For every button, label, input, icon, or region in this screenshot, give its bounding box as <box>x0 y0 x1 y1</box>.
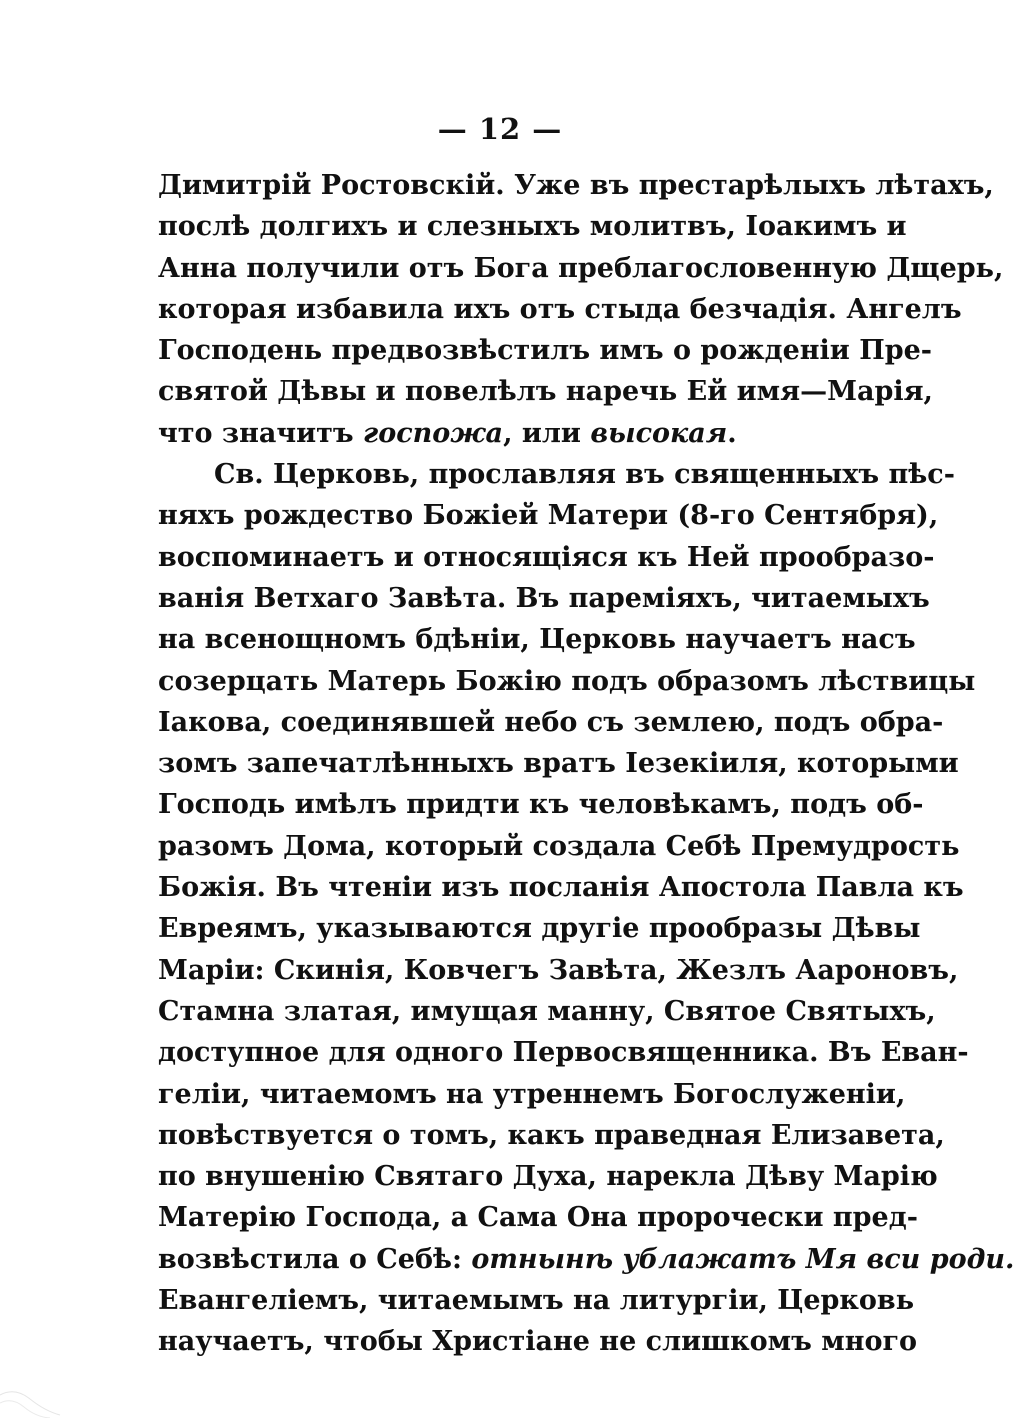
text-line: Димитрій Ростовскій. Уже въ престарѣлыхъ лѣтахъ, <box>158 170 994 201</box>
text-line: доступное для одного Первосвященника. Въ Еван- <box>158 1037 969 1069</box>
text-line: Св. Церковь, прославляя въ священныхъ пѣс- <box>214 459 955 491</box>
text-line: Стамна златая, имущая манну, Святое Святыхъ, <box>158 995 936 1027</box>
text-run: что значитъ <box>158 417 364 449</box>
text-line: воспоминаетъ и относящіяся къ Ней прообразо- <box>158 541 935 573</box>
text-line: няхъ рождество Божіей Матери (8-го Сентября), <box>158 500 939 532</box>
text-line: разомъ Дома, который создала Себѣ Премудрость <box>158 830 960 862</box>
text-line: послѣ долгихъ и слезныхъ молитвъ, Іоакимъ и <box>158 211 907 243</box>
text-run: . <box>727 417 737 449</box>
text-line: Маріи: Скинія, Ковчегъ Завѣта, Жезлъ Аароновъ, <box>158 954 959 986</box>
text-line: которая избавила ихъ отъ стыда безчадія. Ангелъ <box>158 293 962 325</box>
text-line: Евреямъ, указываются другіе прообразы Дѣвы <box>158 913 921 945</box>
text-line: повѣствуется о томъ, какъ праведная Елизавета, <box>158 1119 945 1151</box>
text-run: возвѣстила о Себѣ: <box>158 1243 472 1275</box>
text-line: Іакова, соединявшей небо съ землею, подъ обра- <box>158 706 944 738</box>
text-line <box>158 413 834 454</box>
body-text <box>158 165 1014 1363</box>
text-line: на всенощномъ бдѣніи, Церковь научаетъ насъ <box>158 624 916 656</box>
emphasis-vysokaya: высокая <box>590 417 728 449</box>
text-line <box>158 1239 1014 1280</box>
text-line: Евангеліемъ, читаемымъ на литургіи, Церковь <box>158 1285 915 1317</box>
text-line: Матерію Господа, а Сама Она пророчески пред- <box>158 1202 918 1234</box>
emphasis-quote: отнынѣ ублажатъ Мя вси роди. <box>471 1243 1014 1275</box>
text-line: Господь имѣлъ придти къ человѣкамъ, подъ об- <box>158 789 924 821</box>
text-line: научаетъ, чтобы Христіане не слишкомъ много <box>158 1326 918 1358</box>
emphasis-gospozha: госпожа <box>363 417 504 449</box>
paper-edge-mark <box>0 1375 60 1418</box>
text-line: геліи, читаемомъ на утреннемъ Богослуженіи, <box>158 1078 906 1110</box>
page-number: — 12 — <box>437 112 563 146</box>
text-line: созерцать Матерь Божію подъ образомъ лѣствицы <box>158 665 976 697</box>
text-line: святой Дѣвы и повелѣлъ наречь Ей имя—Марія, <box>158 376 933 408</box>
text-line: зомъ запечатлѣнныхъ вратъ Іезекіиля, которыми <box>158 748 959 780</box>
text-line: по внушенію Святаго Духа, нарекла Дѣву Марію <box>158 1161 938 1193</box>
text-line: Господень предвозвѣстилъ имъ о рожденіи Пре- <box>158 335 932 367</box>
text-run: , или <box>503 417 591 449</box>
text-line: ванія Ветхаго Завѣта. Въ пареміяхъ, читаемыхъ <box>158 582 930 614</box>
text-line: Божія. Въ чтеніи изъ посланія Апостола Павла къ <box>158 872 964 904</box>
text-line: Анна получили отъ Бога преблагословенную Дщерь, <box>158 252 1004 284</box>
